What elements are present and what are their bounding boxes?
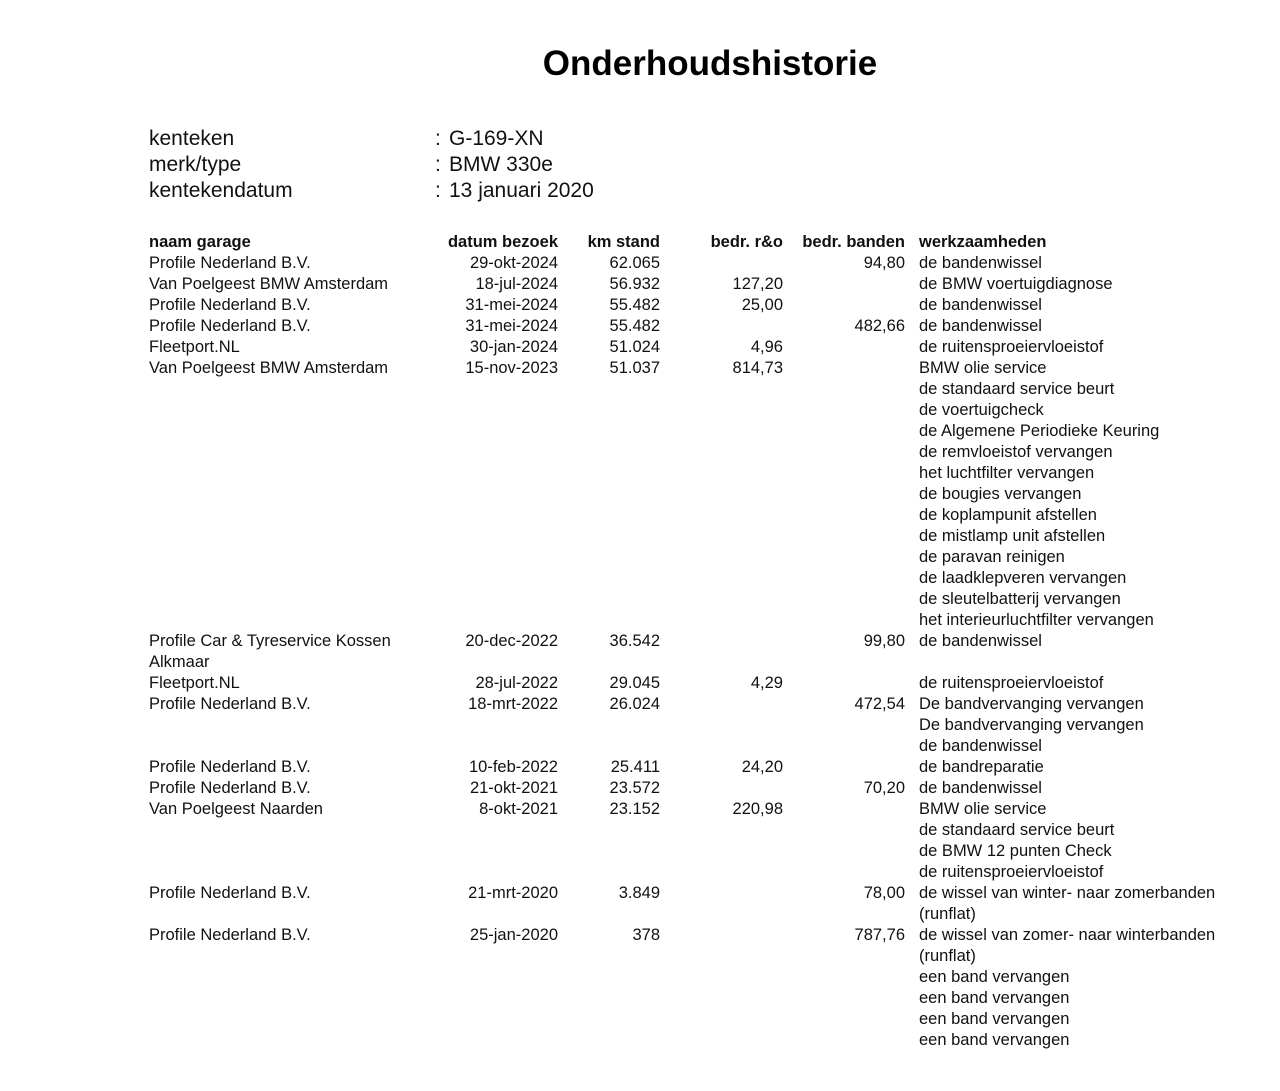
vehicle-row-kenteken	[149, 127, 594, 153]
cell-work	[905, 274, 1249, 295]
cell-ro-amount	[660, 316, 783, 337]
work-item: het luchtfilter vervangen	[919, 464, 1095, 482]
cell-km: 26.024	[609, 695, 660, 713]
work-item: de mistlamp unit afstellen	[919, 527, 1106, 545]
cell-ro-amount: 25,00	[741, 296, 783, 314]
column-header-ro: bedr. r&o	[710, 233, 783, 251]
cell-ro-amount	[660, 631, 783, 673]
cell-tires-amount	[783, 274, 905, 295]
cell-km: 56.932	[609, 275, 660, 293]
table-row	[149, 274, 1249, 295]
work-item: De bandvervanging vervangen	[919, 716, 1144, 734]
vehicle-label: kentekendatum	[149, 179, 293, 202]
work-item: de ruitensproeiervloeistof	[919, 863, 1104, 881]
cell-ro-amount	[660, 883, 783, 925]
cell-ro-amount: 814,73	[732, 359, 783, 377]
work-item: de bandenwissel	[919, 317, 1042, 335]
work-item	[919, 652, 1249, 673]
table-body	[149, 253, 1249, 1051]
cell-date: 20-dec-2022	[465, 632, 558, 650]
cell-tires-amount: 482,66	[854, 317, 905, 335]
cell-date: 31-mei-2024	[465, 317, 558, 335]
vehicle-label: merk/type	[149, 153, 242, 176]
column-header-tires: bedr. banden	[802, 233, 905, 251]
cell-date: 29-okt-2024	[469, 254, 558, 272]
work-item: de paravan reinigen	[919, 548, 1065, 566]
work-item: de standaard service beurt	[919, 380, 1115, 398]
work-item: een band vervangen	[919, 1010, 1070, 1028]
work-item: de bandenwissel	[919, 254, 1042, 272]
cell-date: 18-jul-2024	[475, 275, 558, 293]
cell-garage: Profile Nederland B.V.	[149, 884, 311, 902]
cell-km: 55.482	[609, 317, 660, 335]
table-row	[149, 253, 1249, 274]
cell-tires-amount: 472,54	[854, 695, 905, 713]
table-row	[149, 799, 1249, 883]
table-row	[149, 694, 1249, 757]
work-item: de bandenwissel	[919, 779, 1042, 797]
cell-tires-amount	[783, 757, 905, 778]
cell-km: 55.482	[609, 296, 660, 314]
cell-tires-amount	[783, 673, 905, 694]
cell-work	[905, 694, 1249, 757]
cell-date: 18-mrt-2022	[468, 695, 558, 713]
table-row	[149, 337, 1249, 358]
cell-garage: Profile Nederland B.V.	[149, 779, 311, 797]
cell-ro-amount	[660, 694, 783, 757]
cell-work	[905, 883, 1249, 925]
work-item: de ruitensproeiervloeistof	[919, 338, 1104, 356]
cell-date: 21-mrt-2020	[468, 884, 558, 902]
cell-km: 62.065	[609, 254, 660, 272]
cell-garage: Profile Nederland B.V.	[149, 926, 311, 944]
work-item: de ruitensproeiervloeistof	[919, 674, 1104, 692]
cell-garage: Van Poelgeest BMW Amsterdam	[149, 275, 389, 293]
cell-work	[905, 799, 1249, 883]
vehicle-separator: :	[435, 179, 441, 202]
maintenance-table	[149, 232, 1249, 1051]
cell-tires-amount: 78,00	[863, 884, 905, 902]
cell-work	[905, 337, 1249, 358]
cell-ro-amount	[660, 925, 783, 1051]
work-item: de bandenwissel	[919, 632, 1042, 650]
vehicle-info	[149, 127, 594, 205]
cell-ro-amount: 220,98	[732, 800, 783, 818]
cell-garage: Fleetport.NL	[149, 338, 240, 356]
cell-date: 31-mei-2024	[465, 296, 558, 314]
cell-tires-amount	[783, 295, 905, 316]
vehicle-label: kenteken	[149, 127, 235, 150]
work-item: de bandreparatie	[919, 758, 1044, 776]
table-row	[149, 295, 1249, 316]
work-item: de remvloeistof vervangen	[919, 443, 1113, 461]
cell-km: 51.024	[609, 338, 660, 356]
cell-tires-amount	[783, 337, 905, 358]
column-header-date: datum bezoek	[447, 233, 558, 251]
work-item: de bougies vervangen	[919, 485, 1082, 503]
cell-km: 3.849	[618, 884, 660, 902]
cell-date: 30-jan-2024	[469, 338, 558, 356]
table-row	[149, 673, 1249, 694]
table-row	[149, 358, 1249, 631]
cell-ro-amount	[660, 253, 783, 274]
cell-date: 10-feb-2022	[469, 758, 558, 776]
cell-date: 28-jul-2022	[475, 674, 558, 692]
cell-garage: Van Poelgeest BMW Amsterdam	[149, 359, 389, 377]
vehicle-value: 13 januari 2020	[449, 179, 594, 202]
cell-tires-amount: 99,80	[863, 632, 905, 650]
cell-garage: Profile Nederland B.V.	[149, 695, 311, 713]
vehicle-row-merk-type	[149, 153, 594, 179]
cell-km: 36.542	[609, 632, 660, 650]
work-item: de wissel van winter- naar zomerbanden	[919, 884, 1216, 902]
work-item: de standaard service beurt	[919, 821, 1115, 839]
cell-work	[905, 757, 1249, 778]
work-item: de BMW voertuigdiagnose	[919, 275, 1113, 293]
cell-km: 29.045	[609, 674, 660, 692]
column-header-km: km stand	[587, 233, 660, 251]
cell-date: 21-okt-2021	[469, 779, 558, 797]
cell-garage: Profile Nederland B.V.	[149, 758, 311, 776]
cell-work	[905, 295, 1249, 316]
cell-tires-amount: 70,20	[863, 779, 905, 797]
cell-garage: Profile Nederland B.V.	[149, 296, 311, 314]
cell-work	[905, 253, 1249, 274]
cell-tires-amount	[783, 799, 905, 883]
cell-km: 51.037	[609, 359, 660, 377]
cell-ro-amount: 127,20	[732, 275, 783, 293]
vehicle-separator: :	[435, 127, 441, 150]
cell-ro-amount	[660, 778, 783, 799]
table-row	[149, 316, 1249, 337]
cell-work	[905, 631, 1249, 673]
work-item: BMW olie service	[919, 800, 1047, 818]
work-item: De bandvervanging vervangen	[919, 695, 1144, 713]
vehicle-row-kentekendatum	[149, 179, 594, 205]
cell-km: 23.152	[609, 800, 660, 818]
work-item: de laadklepveren vervangen	[919, 569, 1127, 587]
cell-km: 23.572	[609, 779, 660, 797]
cell-tires-amount: 94,80	[863, 254, 905, 272]
table-header	[149, 232, 1249, 253]
work-item: BMW olie service	[919, 359, 1047, 377]
work-item: de BMW 12 punten Check	[919, 842, 1112, 860]
table-row	[149, 883, 1249, 925]
cell-garage: Fleetport.NL	[149, 674, 240, 692]
work-item: de voertuigcheck	[919, 401, 1044, 419]
page-title: Onderhoudshistorie	[542, 44, 878, 83]
cell-tires-amount	[783, 358, 905, 631]
vehicle-value: BMW 330e	[449, 153, 553, 176]
cell-tires-amount: 787,76	[854, 926, 905, 944]
cell-ro-amount: 4,29	[750, 674, 783, 692]
cell-work	[905, 673, 1249, 694]
work-item: de bandenwissel	[919, 737, 1042, 755]
work-item: (runflat)	[919, 947, 976, 965]
cell-work	[905, 358, 1249, 631]
work-item: de koplampunit afstellen	[919, 506, 1097, 524]
work-item: de Algemene Periodieke Keuring	[919, 422, 1160, 440]
work-item: (runflat)	[919, 905, 976, 923]
table-row	[149, 631, 1249, 673]
cell-date: 15-nov-2023	[465, 359, 558, 377]
work-item: de sleutelbatterij vervangen	[919, 590, 1121, 608]
vehicle-separator: :	[435, 153, 441, 176]
vehicle-value: G-169-XN	[449, 127, 544, 150]
table-row	[149, 757, 1249, 778]
table-row	[149, 925, 1249, 1051]
work-item: de wissel van zomer- naar winterbanden	[919, 926, 1216, 944]
work-item: een band vervangen	[919, 989, 1070, 1007]
cell-garage: Van Poelgeest Naarden	[149, 800, 323, 818]
cell-garage: Profile Car & Tyreservice Kossen Alkmaar	[149, 632, 391, 671]
work-item: het interieurluchtfilter vervangen	[919, 611, 1154, 629]
cell-ro-amount: 24,20	[741, 758, 783, 776]
cell-work	[905, 925, 1249, 1051]
cell-date: 25-jan-2020	[469, 926, 558, 944]
work-item: een band vervangen	[919, 1031, 1070, 1049]
cell-garage: Profile Nederland B.V.	[149, 317, 311, 335]
cell-work	[905, 316, 1249, 337]
cell-ro-amount: 4,96	[750, 338, 783, 356]
column-header-work: werkzaamheden	[919, 233, 1047, 251]
work-item: een band vervangen	[919, 968, 1070, 986]
cell-km: 378	[632, 926, 660, 944]
table-row	[149, 778, 1249, 799]
cell-date: 8-okt-2021	[479, 800, 558, 818]
cell-garage: Profile Nederland B.V.	[149, 254, 311, 272]
work-item: de bandenwissel	[919, 296, 1042, 314]
cell-work	[905, 778, 1249, 799]
column-header-garage: naam garage	[149, 233, 251, 251]
cell-km: 25.411	[610, 758, 660, 776]
